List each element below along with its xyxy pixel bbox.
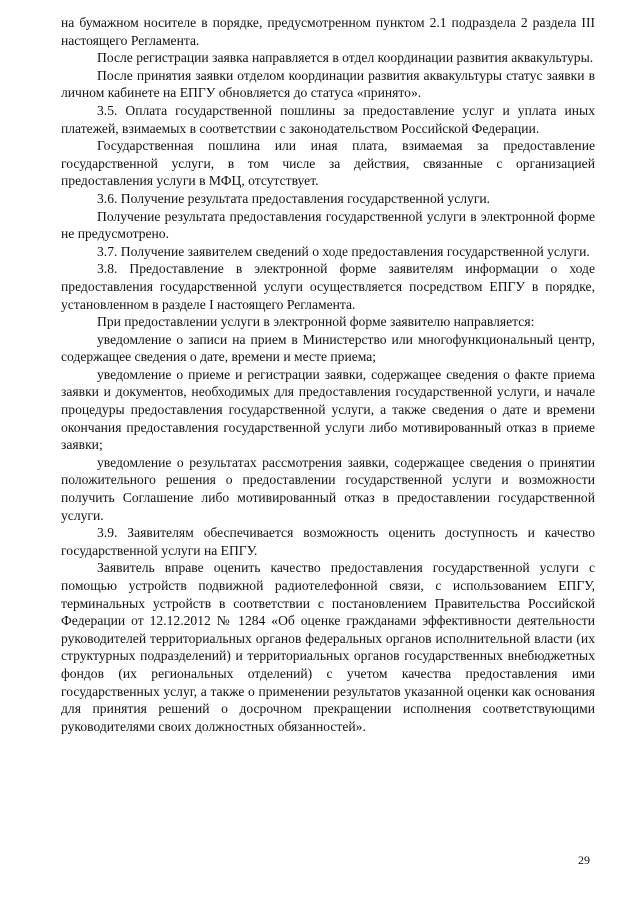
paragraph: После регистрации заявка направляется в отдел координации развития аквакультуры. — [97, 50, 594, 66]
section-heading-3-8: 3.8. Предоставление в электронной форме заявителям информации о ходе предоставления государственной услуги осуществляется посредством ЕПГУ в порядке, установленном в разделе I настоящего Регламента. — [61, 261, 595, 312]
paragraph: Заявитель вправе оценить качество предоставления государственной услуги с помощью устройств подвижной радиотелефонной связи, с использованием ЕПГУ, терминальных устройств в соответствии с постановлением Правительства Российской Федерации от 12.12.2012 № 1284 «Об оценке гражданами эффективности деятельности руководителей территориальных органов федеральных органов исполнительной власти (их структурных подразделений) и территориальных органов государственных внебюджетных фондов (их региональных отделений) с учетом качества предоставления ими государственных услуг, а также о применении результатов указанной оценки как основания для принятия решений о досрочном прекращении исполнения соответствующими руководителями своих должностных обязанностей». — [61, 560, 595, 734]
list-item: уведомление о результатах рассмотрения заявки, содержащее сведения о принятии положительного решения о предоставлении государственной услуги и возможности получить Соглашение либо мотивированный отказ в предоставлении государственной услуги. — [61, 454, 595, 523]
section-heading-3-7: 3.7. Получение заявителем сведений о ходе предоставления государственной услуги. — [97, 243, 590, 259]
section-heading-3-5: 3.5. Оплата государственной пошлины за предоставление услуг и уплата иных платежей, взимаемых в соответствии с законодательством Российской Федерации. — [61, 102, 595, 136]
paragraph: Государственная пошлина или иная плата, взимаемая за предоставление государственной услуги, в том числе за действия, связанные с организацией предоставления услуги в МФЦ, отсутствует. — [61, 138, 595, 189]
page-number: 29 — [578, 853, 590, 867]
paragraph: на бумажном носителе в порядке, предусмотренном пунктом 2.1 подраздела 2 раздела III настоящего Регламента. — [61, 15, 595, 48]
list-item: уведомление о приеме и регистрации заявки, содержащее сведения о факте приема заявки и документов, необходимых для предоставления государственной услуги, и начале процедуры предоставления государственной услуги, а также сведения о дате и времени окончания предоставления государственной услуги либо мотивированный отказ в приеме заявки; — [61, 366, 595, 453]
section-heading-3-6: 3.6. Получение результата предоставления государственной услуги. — [97, 190, 491, 206]
paragraph: После принятия заявки отделом координации развития аквакультуры статус заявки в личном кабинете на ЕПГУ обновляется до статуса «принято». — [61, 67, 595, 101]
paragraph: Получение результата предоставления государственной услуги в электронной форме не предусмотрено. — [61, 208, 595, 242]
document-body — [61, 14, 595, 735]
paragraph: При предоставлении услуги в электронной форме заявителю направляется: — [97, 314, 535, 330]
section-heading-3-9: 3.9. Заявителям обеспечивается возможность оценить доступность и качество государственной услуги на ЕПГУ. — [61, 525, 595, 558]
list-item: уведомление о записи на прием в Министерство или многофункциональный центр, содержащее сведения о дате, времени и месте приема; — [61, 331, 595, 365]
